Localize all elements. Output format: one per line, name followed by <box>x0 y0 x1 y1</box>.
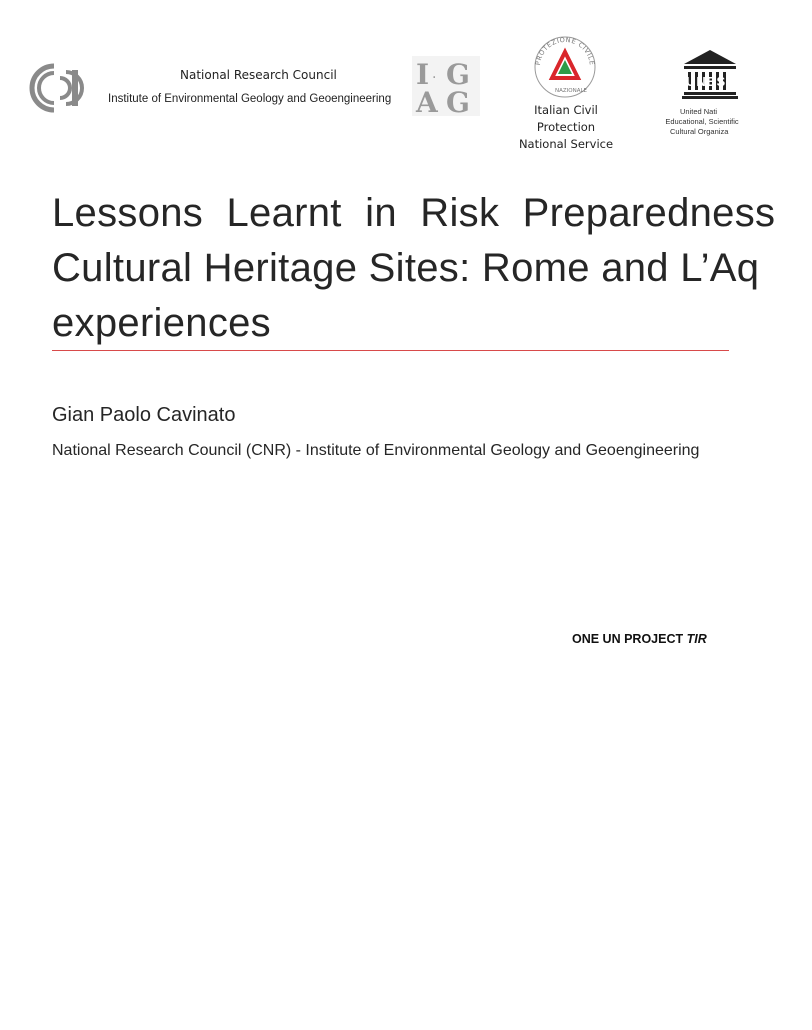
pc-caption-line-2: Protection <box>536 120 596 134</box>
unesco-logo <box>680 48 748 100</box>
svg-text:I: I <box>416 58 430 91</box>
svg-text:NAZIONALE: NAZIONALE <box>555 88 588 94</box>
unesco-caption-line-2: Educational, Scientific <box>665 117 739 126</box>
igag-logo <box>410 52 482 120</box>
project-label-text: ONE UN PROJECT <box>572 632 684 646</box>
svg-text:G: G <box>446 86 470 119</box>
unesco-caption-line-1: United Nati <box>680 107 718 116</box>
title-line-2: Cultural Heritage Sites: Rome and L’Aq <box>52 246 760 290</box>
title-line-3: experiences <box>52 301 271 345</box>
project-name: TIR <box>686 632 707 646</box>
svg-text:PROTEZIONE CIVILE: PROTEZIONE CIVILE <box>534 35 597 66</box>
unesco-caption <box>652 107 752 137</box>
unesco-caption-line-3: Cultural Organiza <box>670 127 729 136</box>
cnr-logo <box>20 60 90 116</box>
author-name: Gian Paolo Cavinato <box>52 404 236 426</box>
svg-text:A: A <box>416 86 438 119</box>
pc-caption-line-1: Italian Civil <box>534 103 598 117</box>
project-label <box>572 632 707 646</box>
svg-text:UNESCO: UNESCO <box>686 74 748 89</box>
protezione-civile-caption <box>516 102 616 153</box>
cnr-title: National Research Council <box>180 68 337 82</box>
svg-text:·: · <box>432 70 437 86</box>
protezione-civile-logo <box>532 34 598 100</box>
author-affiliation: National Research Council (CNR) - Institute of Environmental Geology and Geoengineering <box>52 442 700 459</box>
title-divider <box>52 350 729 351</box>
svg-text:G: G <box>446 58 470 91</box>
title-line-1: Lessons Learnt in Risk Preparedness <box>52 191 776 235</box>
pc-caption-line-3: National Service <box>518 137 614 151</box>
presentation-title <box>52 186 812 351</box>
cnr-subtitle: Institute of Environmental Geology and Geoengineering <box>108 93 392 105</box>
